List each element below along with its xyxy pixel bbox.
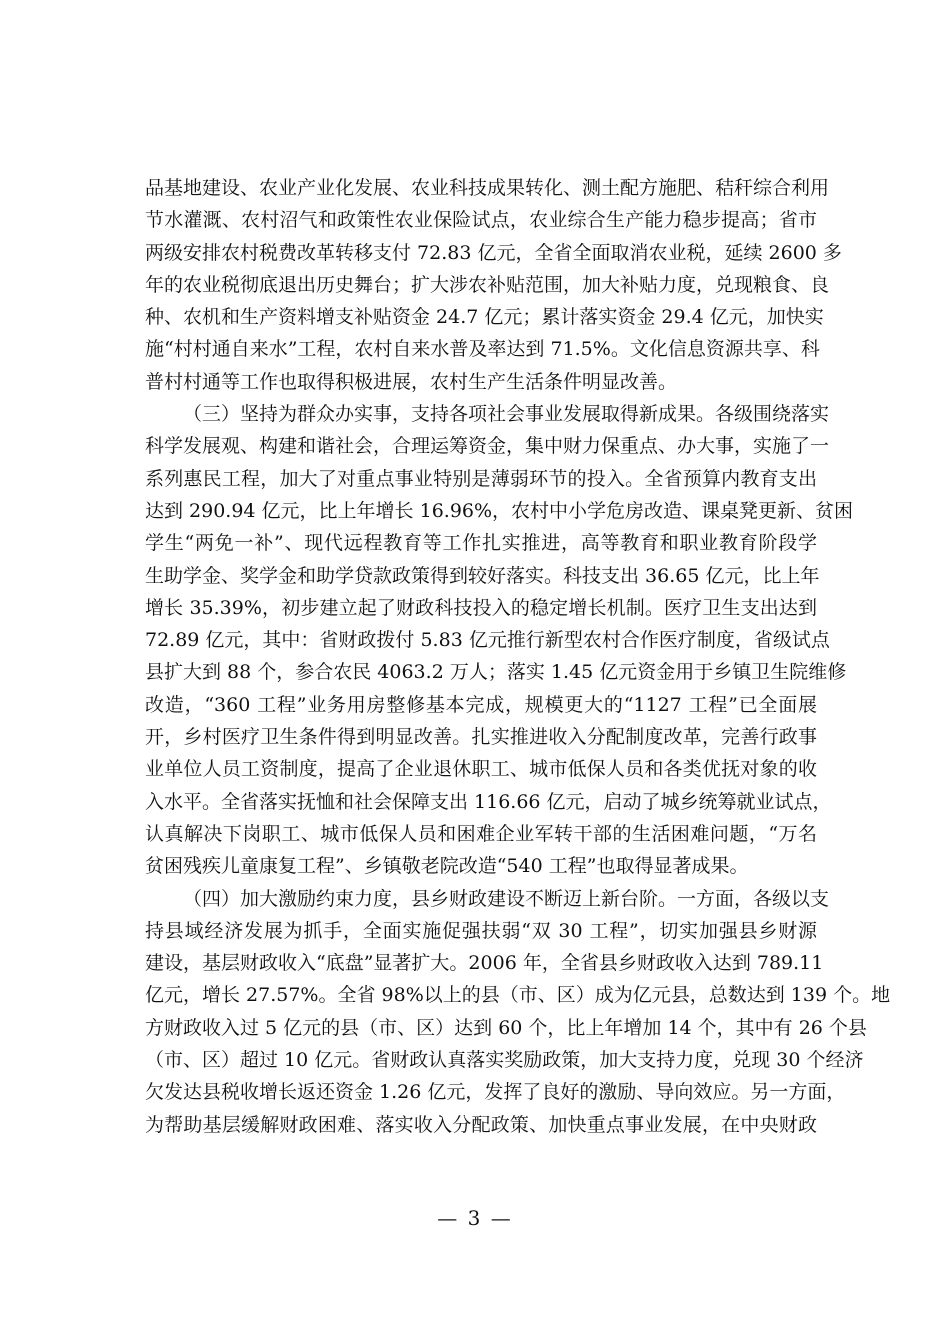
text-line: 品基地建设、农业产业化发展、农业科技成果转化、测土配方施肥、秸秆综合利用 (145, 177, 830, 199)
text-line: 年的农业税彻底退出历史舞台；扩大涉农补贴范围，加大补贴力度，兑现粮食、良 (145, 273, 830, 296)
text-line: 生助学金、奖学金和助学贷款政策得到较好落实。科技支出 36.65 亿元，比上年 (145, 564, 820, 587)
text-line: 两级安排农村税费改革转移支付 72.83 亿元，全省全面取消农业税，延续 2600 多 (145, 241, 842, 264)
text-line: 普村村通等工作也取得积极进展，农村生产生活条件明显改善。 (145, 370, 678, 393)
text-line: 科学发展观、构建和谐社会，合理运筹资金，集中财力保重点、办大事，实施了一 (145, 435, 830, 458)
text-line: 入水平。全省落实抚恤和社会保障支出 116.66 亿元，启动了城乡统筹就业试点， (145, 790, 832, 813)
text-line: 开，乡村医疗卫生条件得到明显改善。扎实推进收入分配制度改革，完善行政事 (145, 726, 817, 749)
text-line: （四）加大激励约束力度，县乡财政建设不断迈上新台阶。一方面，各级以支 (183, 887, 830, 910)
text-line: 业单位人员工资制度，提高了企业退休职工、城市低保人员和各类优抚对象的收 (145, 758, 817, 781)
text-line: 亿元，增长 27.57%。全省 98%以上的县（市、区）成为亿元县，总数达到 139 个。地 (145, 984, 891, 1007)
text-line: 节水灌溉、农村沼气和政策性农业保险试点，农业综合生产能力稳步提高；省市 (145, 209, 817, 232)
text-line: （市、区）超过 10 亿元。省财政认真落实奖励政策，加大支持力度，兑现 30 个经济 (145, 1049, 864, 1072)
text-line: 为帮助基层缓解财政困难、落实收入分配政策、加快重点事业发展，在中央财政 (145, 1113, 817, 1136)
page-number: — 3 — (437, 1206, 513, 1230)
text-line: 增长 35.39%，初步建立起了财政科技投入的稳定增长机制。医疗卫生支出达到 (145, 596, 817, 619)
text-line: 达到 290.94 亿元，比上年增长 16.96%，农村中小学危房改造、课桌凳更新、贫困 (145, 499, 854, 522)
text-line: 学生“两免一补”、现代远程教育等工作扎实推进，高等教育和职业教育阶段学 (145, 532, 817, 555)
text-line: 县扩大到 88 个，参合农民 4063.2 万人；落实 1.45 亿元资金用于乡镇卫生院维修 (145, 661, 847, 684)
text-line: 持县域经济发展为抓手，全面实施促强扶弱“双 30 工程”，切实加强县乡财源 (145, 919, 817, 942)
text-line: 改造，“360 工程”业务用房整修基本完成，规模更大的“1127 工程”已全面展 (145, 693, 817, 716)
text-line: （三）坚持为群众办实事，支持各项社会事业发展取得新成果。各级围绕落实 (183, 403, 830, 426)
text-line: 种、农机和生产资料增支补贴资金 24.7 亿元；累计落实资金 29.4 亿元，加快实 (145, 306, 824, 329)
text-line: 系列惠民工程，加大了对重点事业特别是薄弱环节的投入。全省预算内教育支出 (145, 467, 817, 490)
text-line: 贫困残疾儿童康复工程”、乡镇敬老院改造“540 工程”也取得显著成果。 (145, 855, 749, 878)
text-line: 方财政收入过 5 亿元的县（市、区）达到 60 个，比上年增加 14 个，其中有 26 个县 (145, 1016, 867, 1039)
text-line: 72.89 亿元，其中：省财政拨付 5.83 亿元推行新型农村合作医疗制度，省级试点 (145, 629, 830, 652)
text-line: 欠发达县税收增长返还资金 1.26 亿元，发挥了良好的激励、导向效应。另一方面， (145, 1081, 846, 1104)
text-line: 认真解决下岗职工、城市低保人员和困难企业军转干部的生活困难问题，“万名 (145, 822, 817, 845)
text-line: 建设，基层财政收入“底盘”显著扩大。2006 年，全省县乡财政收入达到 789.11 (145, 952, 824, 975)
body-text (145, 172, 891, 1141)
text-line: 施“村村通自来水”工程，农村自来水普及率达到 71.5%。文化信息资源共享、科 (145, 338, 820, 361)
